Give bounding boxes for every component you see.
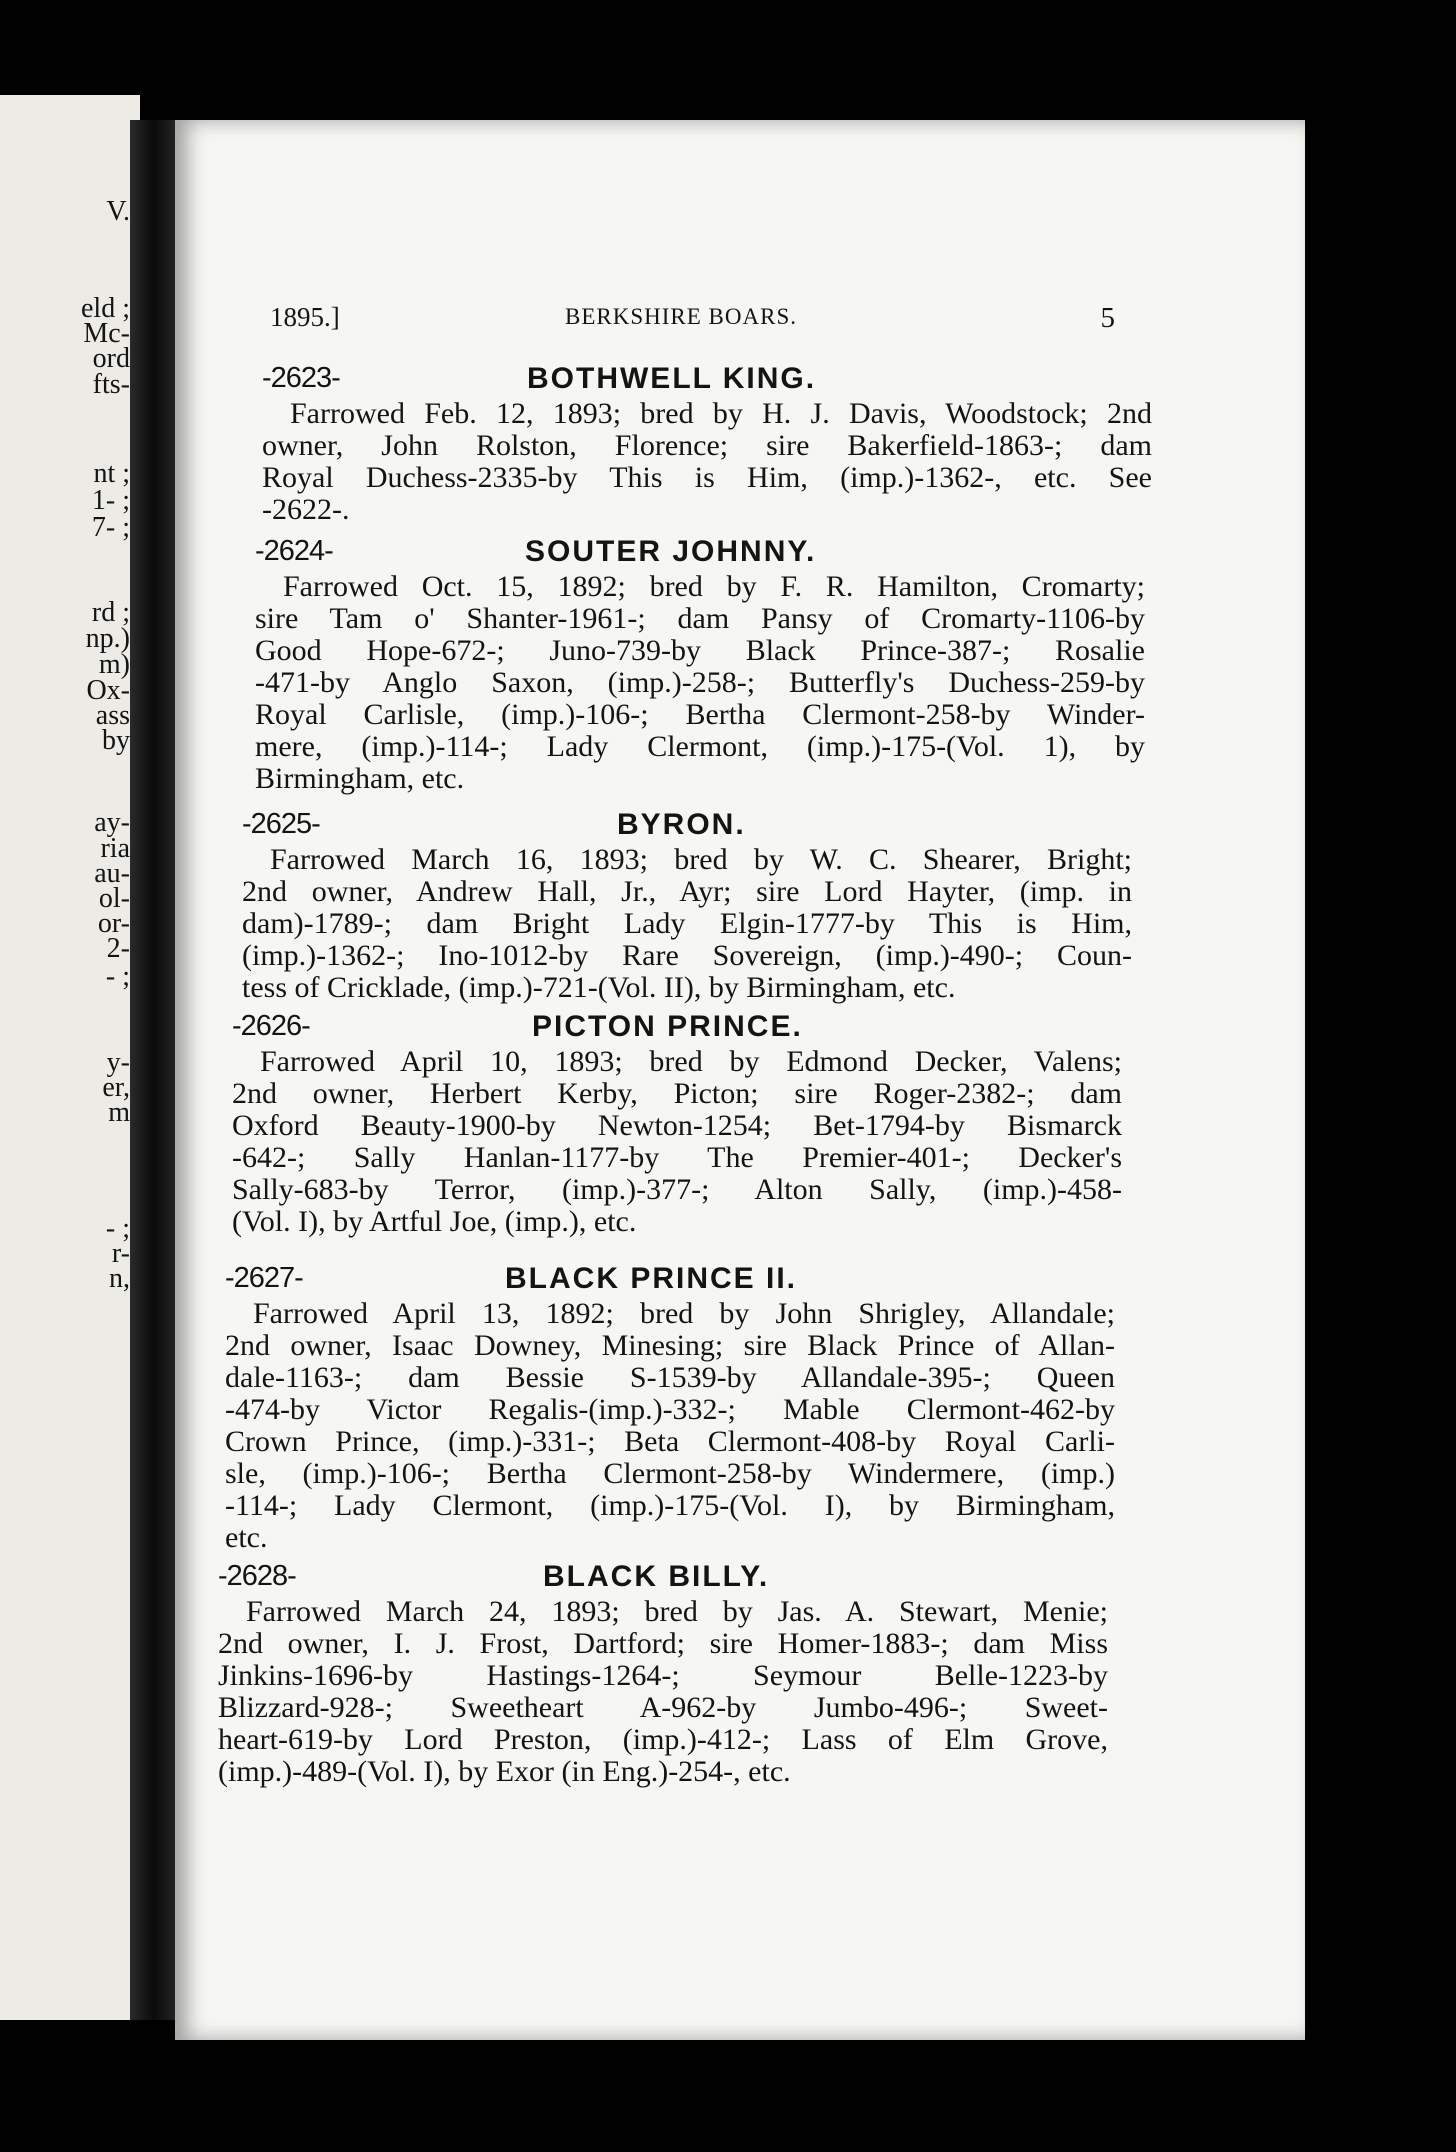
pedigree-line: sire Tam o' Shanter-1961-; dam Pansy of Cromarty-1106-by (255, 602, 1145, 635)
pedigree-line: 2nd owner, Isaac Downey, Minesing; sire Black Prince of Allan- (225, 1329, 1115, 1362)
pedigree-line: 2nd owner, Andrew Hall, Jr., Ayr; sire Lord Hayter, (imp. in (242, 875, 1132, 908)
left-page-text-fragment: Ox- (86, 675, 130, 706)
left-page-text-fragment: n, (109, 1263, 130, 1294)
pedigree-line: 2nd owner, Herbert Kerby, Picton; sire Roger-2382-; dam (232, 1077, 1122, 1110)
pedigree-line: Birmingham, etc. (255, 762, 465, 795)
left-page-text-fragment: V. (106, 196, 130, 227)
header-title: BERKSHIRE BOARS. (565, 304, 797, 329)
pedigree-line: Crown Prince, (imp.)-331-; Beta Clermont-408-by Royal Carli- (225, 1425, 1115, 1458)
entry-name: BYRON. (617, 808, 746, 841)
left-page-text-fragment: by (102, 725, 130, 756)
left-page-text-fragment: m) (98, 649, 130, 680)
entry-pedigree-text (232, 1046, 1122, 1238)
pedigree-line: Farrowed April 10, 1893; bred by Edmond Decker, Valens; (260, 1045, 1122, 1078)
left-page-text-fragment: 2- (106, 933, 130, 964)
pedigree-line: owner, John Rolston, Florence; sire Bakerfield-1863-; dam (262, 429, 1152, 462)
left-page-text-fragment: np.) (85, 623, 130, 654)
entry-number: -2624- (255, 535, 333, 567)
running-header (270, 302, 1120, 342)
entry-number: -2626- (232, 1010, 310, 1042)
pedigree-line: mere, (imp.)-114-; Lady Clermont, (imp.)-175-(Vol. 1), by (255, 730, 1145, 763)
pedigree-line: 2nd owner, I. J. Frost, Dartford; sire Homer-1883-; dam Miss (218, 1627, 1108, 1660)
pedigree-line: -2622-. (262, 493, 350, 526)
left-page-text-fragment: rd ; (91, 597, 130, 628)
pedigree-line: etc. (225, 1521, 268, 1554)
entry-name: BLACK PRINCE II. (505, 1262, 798, 1295)
entry-number: -2625- (242, 808, 320, 840)
left-page-text-fragment: ass (95, 700, 130, 731)
left-page-text-fragment: Mc- (83, 318, 130, 349)
pedigree-line: -642-; Sally Hanlan-1177-by The Premier-401-; Decker's (232, 1141, 1122, 1174)
pedigree-line: (Vol. I), by Artful Joe, (imp.), etc. (232, 1205, 637, 1238)
left-page-text-fragment: eld ; (81, 293, 130, 324)
entry-name: SOUTER JOHNNY. (525, 535, 817, 568)
entry-number: -2623- (262, 362, 340, 394)
pedigree-line: Royal Carlisle, (imp.)-106-; Bertha Clermont-258-by Winder- (255, 698, 1145, 731)
pedigree-line: Jinkins-1696-by Hastings-1264-; Seymour Belle-1223-by (218, 1659, 1108, 1692)
pedigree-line: Sally-683-by Terror, (imp.)-377-; Alton Sally, (imp.)-458- (232, 1173, 1122, 1206)
entry-number: -2628- (218, 1560, 296, 1592)
pedigree-line: (imp.)-489-(Vol. I), by Exor (in Eng.)-254-, etc. (218, 1755, 791, 1788)
entry-number: -2627- (225, 1262, 303, 1294)
pedigree-line: Royal Duchess-2335-by This is Him, (imp.)-1362-, etc. See (262, 461, 1152, 494)
pedigree-line: tess of Cricklade, (imp.)-721-(Vol. II), by Birmingham, etc. (242, 971, 956, 1004)
entry-name: PICTON PRINCE. (532, 1010, 803, 1043)
left-page-text-fragment: or- (97, 908, 130, 939)
entry-name: BLACK BILLY. (543, 1560, 770, 1593)
left-page-text-fragment: nt ; (93, 458, 130, 489)
entry-pedigree-text (255, 571, 1145, 795)
left-page-text-fragment: - ; (105, 961, 130, 992)
left-page-text-fragment: r- (111, 1238, 130, 1269)
pedigree-line: (imp.)-1362-; Ino-1012-by Rare Sovereign, (imp.)-490-; Coun- (242, 939, 1132, 972)
left-page-text-fragment: 1- ; (91, 485, 130, 516)
left-page-text-fragment: m (108, 1097, 130, 1128)
pedigree-line: Farrowed April 13, 1892; bred by John Shrigley, Allandale; (253, 1297, 1115, 1330)
left-page-text-fragment: ria (100, 833, 130, 864)
pedigree-line: Farrowed March 24, 1893; bred by Jas. A. Stewart, Menie; (246, 1595, 1108, 1628)
pedigree-line: Farrowed Feb. 12, 1893; bred by H. J. Davis, Woodstock; 2nd (290, 397, 1152, 430)
left-page-text-fragment: - ; (105, 1213, 130, 1244)
left-page-text-fragment: er, (102, 1072, 130, 1103)
pedigree-line: -114-; Lady Clermont, (imp.)-175-(Vol. I), by Birmingham, (225, 1489, 1115, 1522)
entry-pedigree-text (242, 844, 1132, 1004)
entry-pedigree-text (225, 1298, 1115, 1554)
pedigree-line: Oxford Beauty-1900-by Newton-1254; Bet-1794-by Bismarck (232, 1109, 1122, 1142)
pedigree-line: Good Hope-672-; Juno-739-by Black Prince-387-; Rosalie (255, 634, 1145, 667)
header-year: 1895.] (270, 302, 340, 332)
left-page-text-fragment: 7- ; (91, 512, 130, 543)
left-page-text-fragment: ol- (98, 883, 130, 914)
pedigree-line: heart-619-by Lord Preston, (imp.)-412-; Lass of Elm Grove, (218, 1723, 1108, 1756)
entry-pedigree-text (262, 398, 1152, 526)
pedigree-line: -474-by Victor Regalis-(imp.)-332-; Mable Clermont-462-by (225, 1393, 1115, 1426)
pedigree-line: dale-1163-; dam Bessie S-1539-by Allandale-395-; Queen (225, 1361, 1115, 1394)
entry-name: BOTHWELL KING. (527, 362, 817, 395)
pedigree-line: Blizzard-928-; Sweetheart A-962-by Jumbo-496-; Sweet- (218, 1691, 1108, 1724)
left-page-text-fragment: ay- (94, 807, 130, 838)
left-page-margin (0, 95, 140, 2020)
left-page-text-fragment: fts- (92, 369, 130, 400)
pedigree-line: dam)-1789-; dam Bright Lady Elgin-1777-by This is Him, (242, 907, 1132, 940)
left-page-text-fragment: y- (106, 1047, 130, 1078)
pedigree-line: sle, (imp.)-106-; Bertha Clermont-258-by Windermere, (imp.) (225, 1457, 1115, 1490)
entry-pedigree-text (218, 1596, 1108, 1788)
pedigree-line: Farrowed March 16, 1893; bred by W. C. Shearer, Bright; (270, 843, 1132, 876)
page-number: 5 (1100, 302, 1115, 334)
left-page-text-fragment: ord (92, 343, 130, 374)
left-page-text-fragment: au- (94, 858, 130, 889)
pedigree-line: Farrowed Oct. 15, 1892; bred by F. R. Hamilton, Cromarty; (283, 570, 1145, 603)
pedigree-line: -471-by Anglo Saxon, (imp.)-258-; Butterfly's Duchess-259-by (255, 666, 1145, 699)
